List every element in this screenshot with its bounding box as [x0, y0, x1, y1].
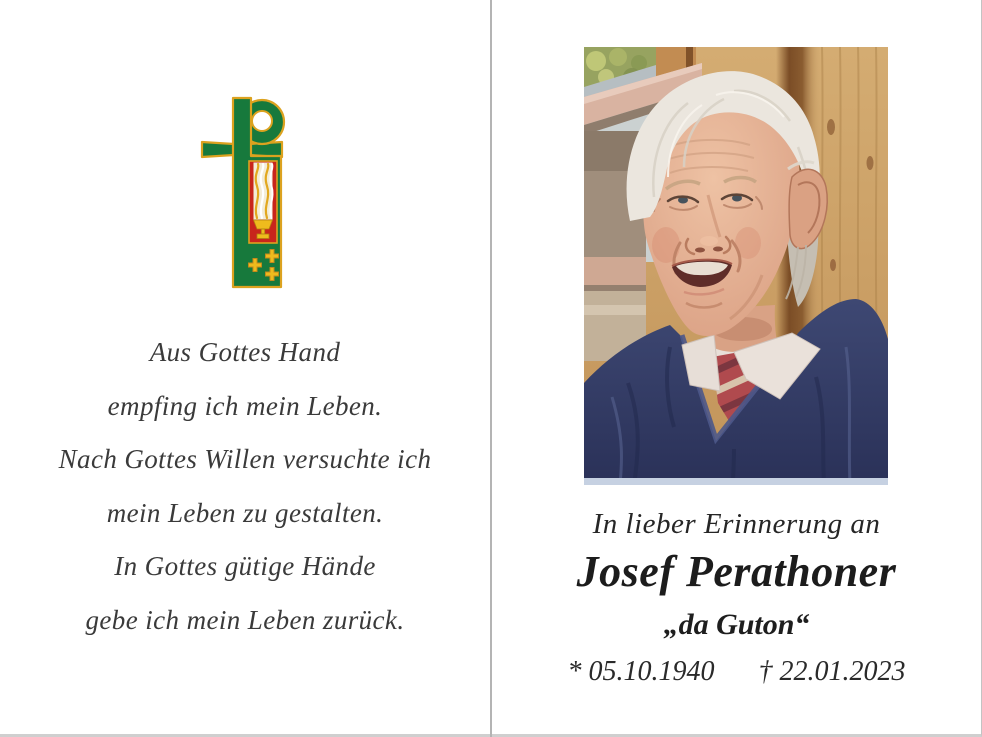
right-card-panel: [492, 0, 981, 737]
birth-date: * 05.10.1940: [567, 656, 715, 687]
portrait-photo: [584, 47, 888, 485]
poem-line: empfing ich mein Leben.: [107, 390, 383, 421]
memorial-poem: [0, 326, 490, 648]
poem-line: mein Leben zu gestalten.: [106, 497, 384, 528]
death-date: † 22.01.2023: [758, 656, 906, 687]
photo-bottom-strip: [584, 478, 888, 485]
poem-line: Aus Gottes Hand: [149, 337, 341, 367]
poem-line: gebe ich mein Leben zurück.: [85, 604, 405, 635]
chi-rho-cross-icon: [199, 92, 299, 294]
poem-line: Nach Gottes Willen versuchte ich: [58, 444, 432, 475]
deceased-name: Josef Perathoner: [576, 547, 897, 596]
rho-loop-hole: [252, 111, 272, 131]
memorial-intro: In lieber Erinnerung an: [592, 508, 881, 540]
life-dates: [492, 656, 981, 688]
poem-line: In Gottes gütige Hände: [114, 551, 376, 582]
flame-chalice-panel: [249, 161, 277, 243]
left-card-panel: [0, 0, 490, 737]
deceased-nickname: „da Guton“: [663, 608, 810, 641]
